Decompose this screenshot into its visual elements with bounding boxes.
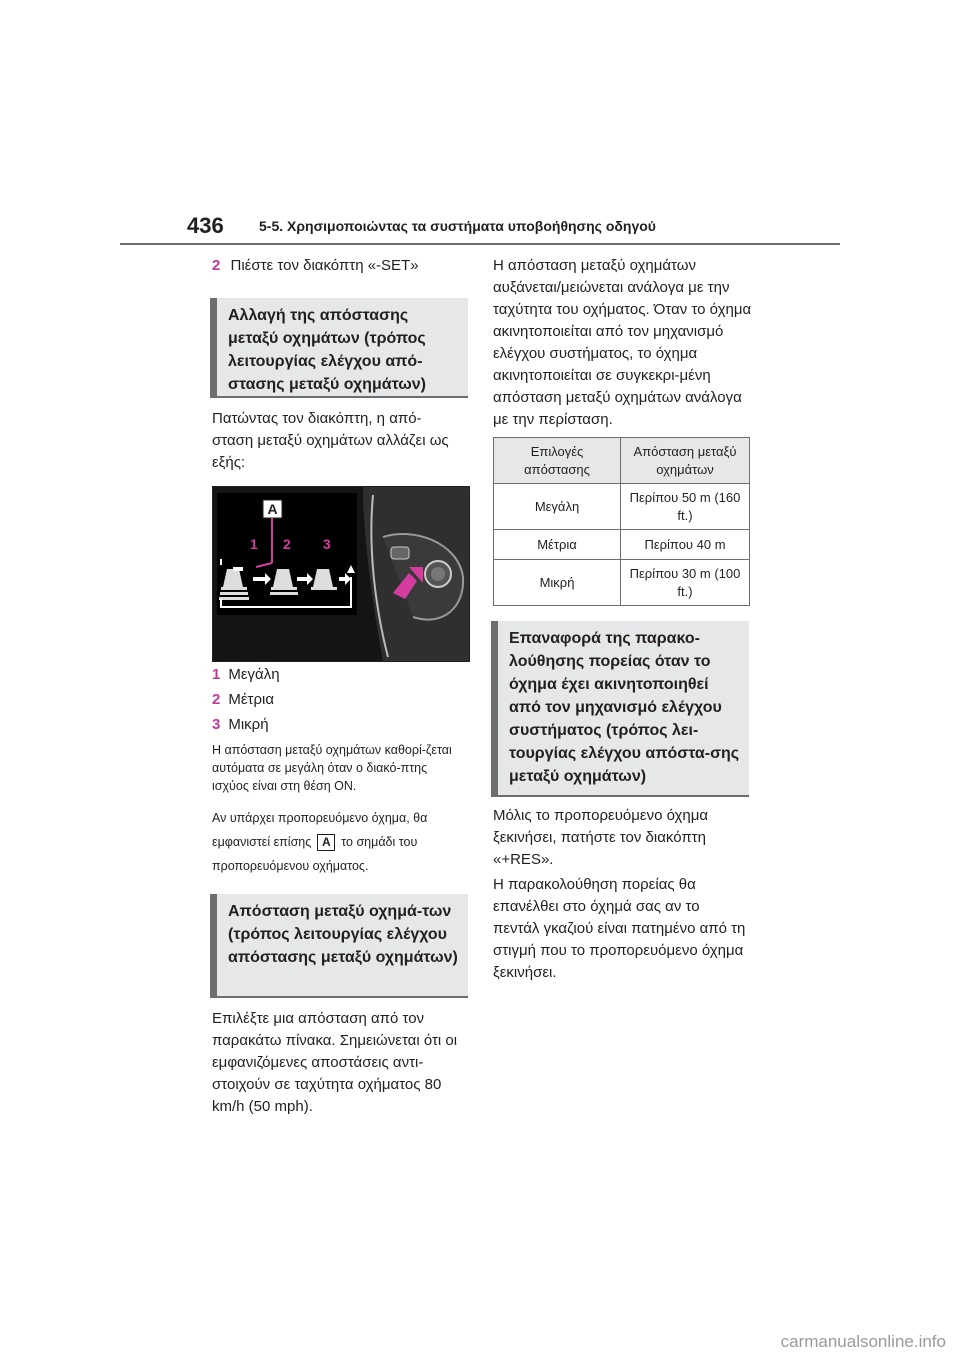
table-header-cell: Απόσταση μεταξύ οχημάτων — [621, 438, 750, 484]
legend-item — [212, 714, 462, 736]
legend-text: Μέτρια — [228, 691, 274, 708]
label-a-inline: A — [317, 834, 335, 851]
watermark: carmanualsonline.info — [780, 1332, 946, 1351]
legend-number: 3 — [212, 716, 221, 733]
table-cell: Μέτρια — [494, 530, 621, 560]
table-row — [494, 484, 750, 530]
legend-item — [212, 689, 462, 711]
note-text: το σημάδι του προπορευόμενου οχήματος. — [212, 835, 418, 873]
step-text: Πιέστε τον διακόπτη «-SET» — [230, 257, 419, 274]
illustration-number-1: 1 — [250, 536, 258, 552]
table-cell: Μεγάλη — [494, 484, 621, 530]
table-row — [494, 530, 750, 560]
note-auto-distance: Η απόσταση μεταξύ οχημάτων καθορί-ζεται αυτόματα σε μεγάλη όταν ο διακό-πτης ισχύος είναι στη θέση ON. — [212, 743, 452, 793]
legend-number: 2 — [212, 691, 221, 708]
distance-switch-illustration — [212, 486, 470, 662]
legend-item — [212, 664, 462, 686]
table-cell: Περίπου 50 m (160 ft.) — [621, 484, 750, 530]
note-text: Αν υπάρχει προπορευόμενο όχημα, θα εμφανιστεί επίσης — [212, 811, 428, 849]
legend-number: 1 — [212, 666, 221, 683]
accelerator-paragraph: Η παρακολούθηση πορείας θα επανέλθει στο όχημά σας αν το πεντάλ γκαζιού είναι πατημένο από τη στιγμή που το προπορευόμενο όχημα ξεκινήσει. — [493, 876, 746, 981]
note-preceding-vehicle — [212, 806, 464, 878]
illustration-svg — [213, 487, 469, 661]
legend-text: Μεγάλη — [228, 666, 280, 683]
table-row — [494, 560, 750, 606]
label-a: A — [267, 501, 278, 517]
table-cell: Περίπου 30 m (100 ft.) — [621, 560, 750, 606]
page-number: 436 — [187, 213, 224, 238]
intro-paragraph: Πατώντας τον διακόπτη, η από-σταση μεταξύ οχημάτων αλλάζει ως εξής: — [212, 410, 449, 471]
section-heading-resume-follow: Επαναφορά της παρακο-λούθησης πορείας όταν το όχημα έχει ακινητοποιηθεί από τον μηχανισμό ελέγχου συστήματος (τρόπος λει-τουργίας ελέγχου απόστα-σης μεταξύ οχημάτων) — [491, 621, 749, 797]
table-intro-paragraph: Επιλέξτε μια απόσταση από τον παρακάτω πίνακα. Σημειώνεται ότι οι εμφανιζόμενες αποστάσεις αντι-στοιχούν σε ταχύτητα οχήματος 80 km/h (50 mph). — [212, 1010, 458, 1115]
header-rule — [120, 243, 840, 245]
table-header-cell: Επιλογές απόστασης — [494, 438, 621, 484]
resume-paragraph: Μόλις το προπορευόμενο όχημα ξεκινήσει, πατήστε τον διακόπτη «+RES». — [493, 807, 709, 868]
table-header-row — [494, 438, 750, 484]
table-cell: Περίπου 40 m — [621, 530, 750, 560]
distance-explanation: Η απόσταση μεταξύ οχημάτων αυξάνεται/μειώνεται ανάλογα με την ταχύτητα του οχήματος. Όταν το όχημα ακινητοποιείται από τον μηχανισμό ελέγχου συστήματος, το όχημα ακινητοποιείται σε συγκεκρι-μένη απόσταση μεταξύ οχημάτων ανάλογα με την περίσταση. — [493, 257, 752, 428]
table-cell: Μικρή — [494, 560, 621, 606]
illustration-number-3: 3 — [323, 536, 331, 552]
illustration-number-2: 2 — [283, 536, 291, 552]
section-heading-change-distance: Αλλαγή της απόστασης μεταξύ οχημάτων (τρόπος λειτουργίας ελέγχου από-στασης μεταξύ οχημάτων) — [210, 298, 468, 398]
legend-text: Μικρή — [228, 716, 269, 733]
chapter-title: 5-5. Χρησιμοποιώντας τα συστήματα υποβοήθησης οδηγού — [259, 218, 656, 234]
distance-table — [493, 437, 750, 606]
step-number: 2 — [212, 257, 221, 274]
step-2 — [212, 255, 468, 277]
legend-list — [212, 664, 462, 736]
section-heading-distance-table: Απόσταση μεταξύ οχημά-των (τρόπος λειτουργίας ελέγχου απόστασης μεταξύ οχημάτων) — [210, 894, 468, 998]
